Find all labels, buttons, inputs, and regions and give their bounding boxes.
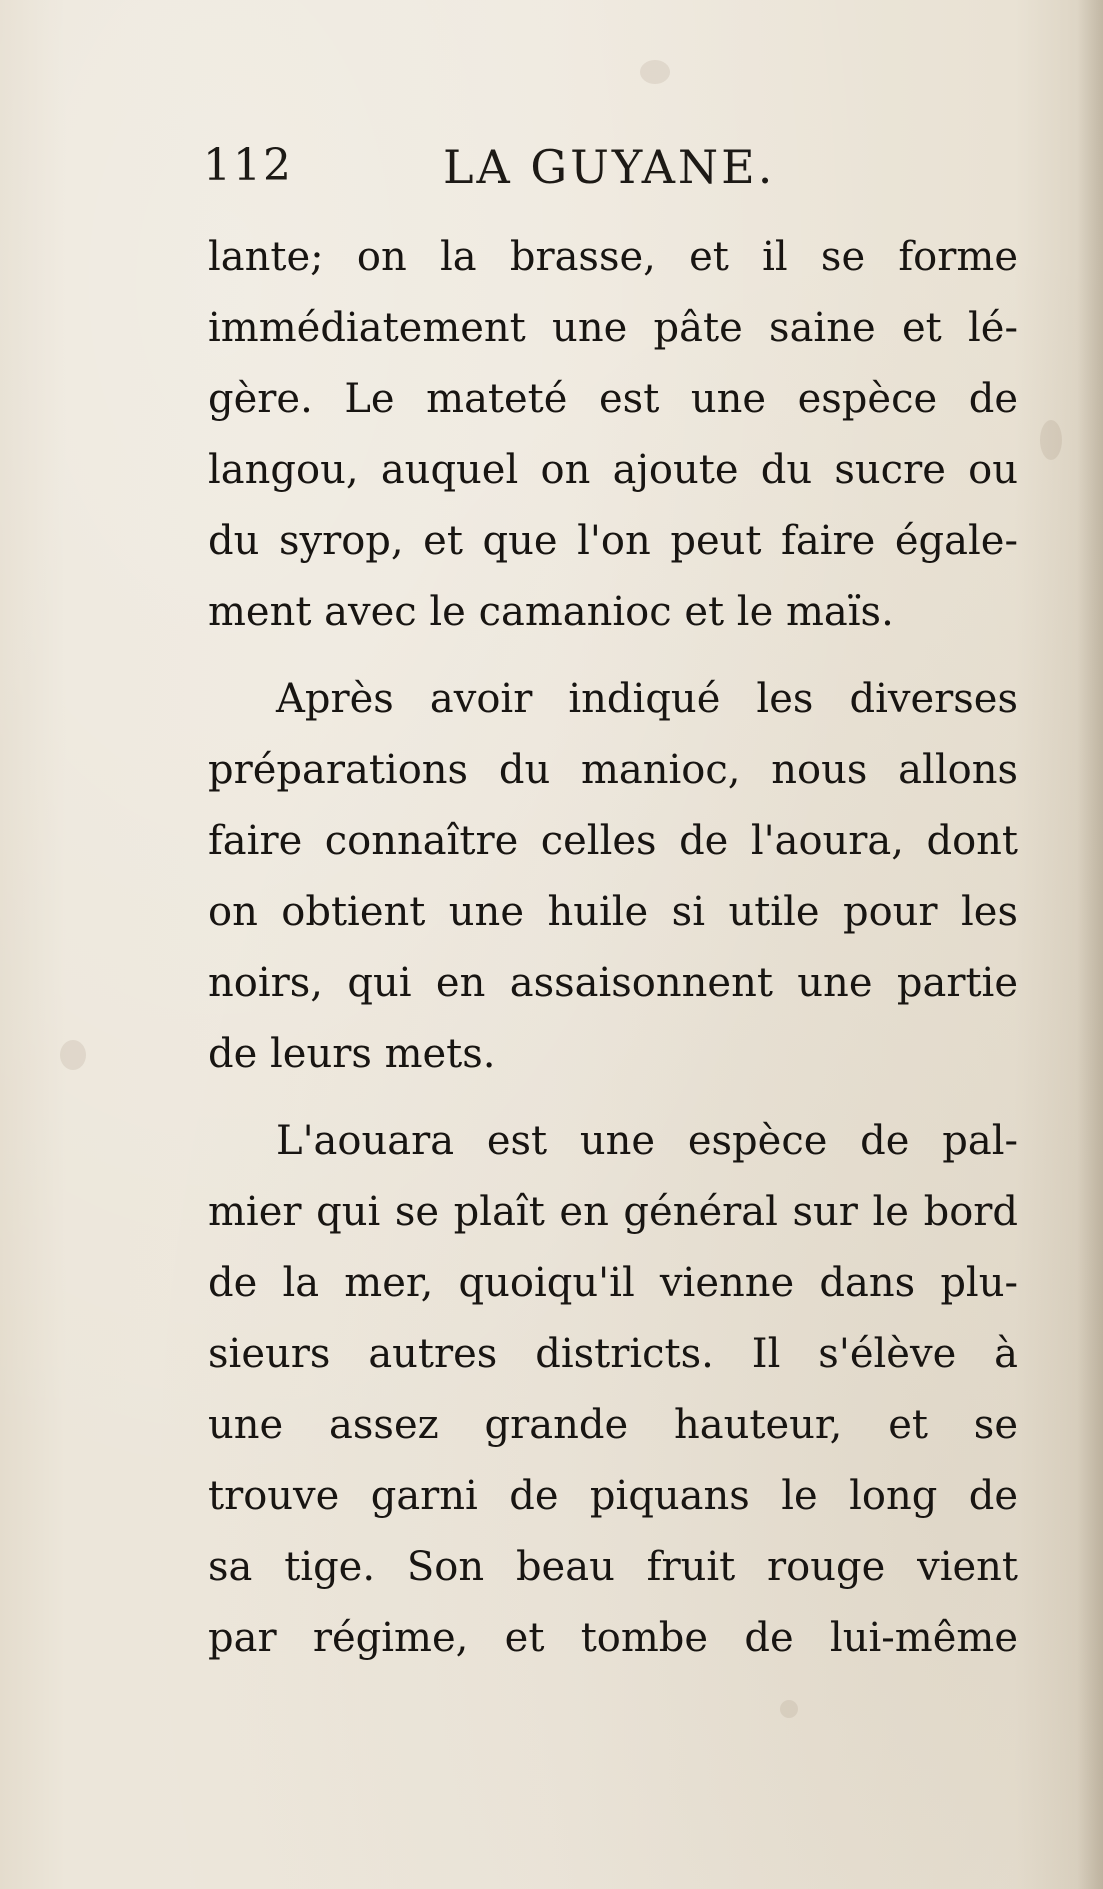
text-line: de la mer, quoiqu'il vienne dans plu-	[208, 1260, 1018, 1306]
running-title: LA GUYANE.	[443, 140, 776, 194]
text-line: lante; on la brasse, et il se forme	[208, 234, 1018, 280]
text-line: Après avoir indiqué les diverses	[276, 676, 1018, 722]
paper-stain	[780, 1700, 798, 1718]
text-line: trouve garni de piquans le long de	[208, 1473, 1018, 1519]
paper-stain	[640, 60, 670, 84]
text-line: immédiatement une pâte saine et lé-	[208, 305, 1018, 351]
text-line: L'aouara est une espèce de pal-	[276, 1118, 1018, 1164]
text-line: gère. Le mateté est une espèce de	[208, 376, 1018, 422]
page-number: 112	[203, 140, 293, 191]
text-line: sieurs autres districts. Il s'élève à	[208, 1331, 1018, 1377]
paper-stain	[60, 1040, 86, 1070]
paper-stain	[1040, 420, 1062, 460]
body-text	[208, 222, 1018, 1674]
text-line: par régime, et tombe de lui-même	[208, 1615, 1018, 1661]
text-line: une assez grande hauteur, et se	[208, 1402, 1018, 1448]
page-edge-shadow	[1077, 0, 1103, 1889]
text-line: ment avec le camanioc et le maïs.	[208, 589, 894, 635]
text-line: noirs, qui en assaisonnent une partie	[208, 960, 1018, 1006]
paragraph	[208, 1106, 1018, 1674]
running-header	[203, 140, 903, 200]
text-line: faire connaître celles de l'aoura, dont	[208, 818, 1018, 864]
text-line: de leurs mets.	[208, 1031, 496, 1077]
text-line: mier qui se plaît en général sur le bord	[208, 1189, 1018, 1235]
text-line: langou, auquel on ajoute du sucre ou	[208, 447, 1018, 493]
paragraph	[208, 222, 1018, 648]
text-line: sa tige. Son beau fruit rouge vient	[208, 1544, 1018, 1590]
text-line: on obtient une huile si utile pour les	[208, 889, 1018, 935]
text-line: préparations du manioc, nous allons	[208, 747, 1018, 793]
paragraph	[208, 664, 1018, 1090]
text-line: du syrop, et que l'on peut faire égale-	[208, 518, 1018, 564]
